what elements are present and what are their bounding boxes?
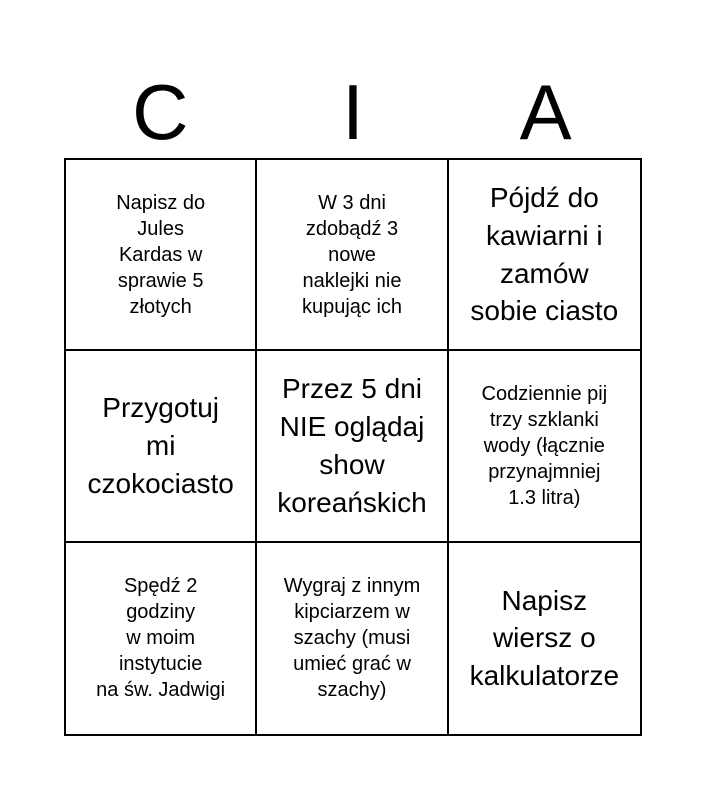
bingo-cell-4 — [66, 351, 257, 542]
bingo-cell-1 — [66, 160, 257, 351]
bingo-cell-text: Przygotuj mi czokociasto — [87, 392, 234, 499]
bingo-cell-2 — [257, 160, 448, 351]
bingo-cell-text: Pójdź do kawiarni i zamów sobie ciasto — [470, 182, 619, 327]
bingo-cell-5 — [257, 351, 448, 542]
header-letter-i: I — [342, 68, 364, 156]
header-letter-a: A — [519, 68, 572, 156]
bingo-cell-9 — [449, 543, 640, 734]
bingo-cell-text: Wygraj z innym kipciarzem w szachy (musi umieć grać w szachy) — [283, 575, 421, 702]
bingo-cell-text: Spędź 2 godziny w moim instytucie na św. Jadwigi — [96, 575, 226, 702]
bingo-cell-text: Przez 5 dni NIE oglądaj show koreańskich — [277, 373, 427, 518]
bingo-header — [64, 70, 642, 154]
bingo-grid — [64, 158, 642, 736]
bingo-cell-text: W 3 dni zdobądź 3 nowe naklejki nie kupując ich — [301, 191, 403, 318]
bingo-cell-8 — [257, 543, 448, 734]
header-letter-c: C — [132, 68, 189, 156]
bingo-cell-text: Napisz wiersz o kalkulatorze — [469, 584, 620, 692]
bingo-cell-3 — [449, 160, 640, 351]
bingo-cell-text: Codziennie pij trzy szklanki wody (łącznie przynajmniej 1.3 litra) — [481, 382, 608, 509]
bingo-cell-6 — [449, 351, 640, 542]
bingo-cell-7 — [66, 543, 257, 734]
bingo-cell-text: Napisz do Jules Kardas w sprawie 5 złotych — [116, 191, 206, 318]
